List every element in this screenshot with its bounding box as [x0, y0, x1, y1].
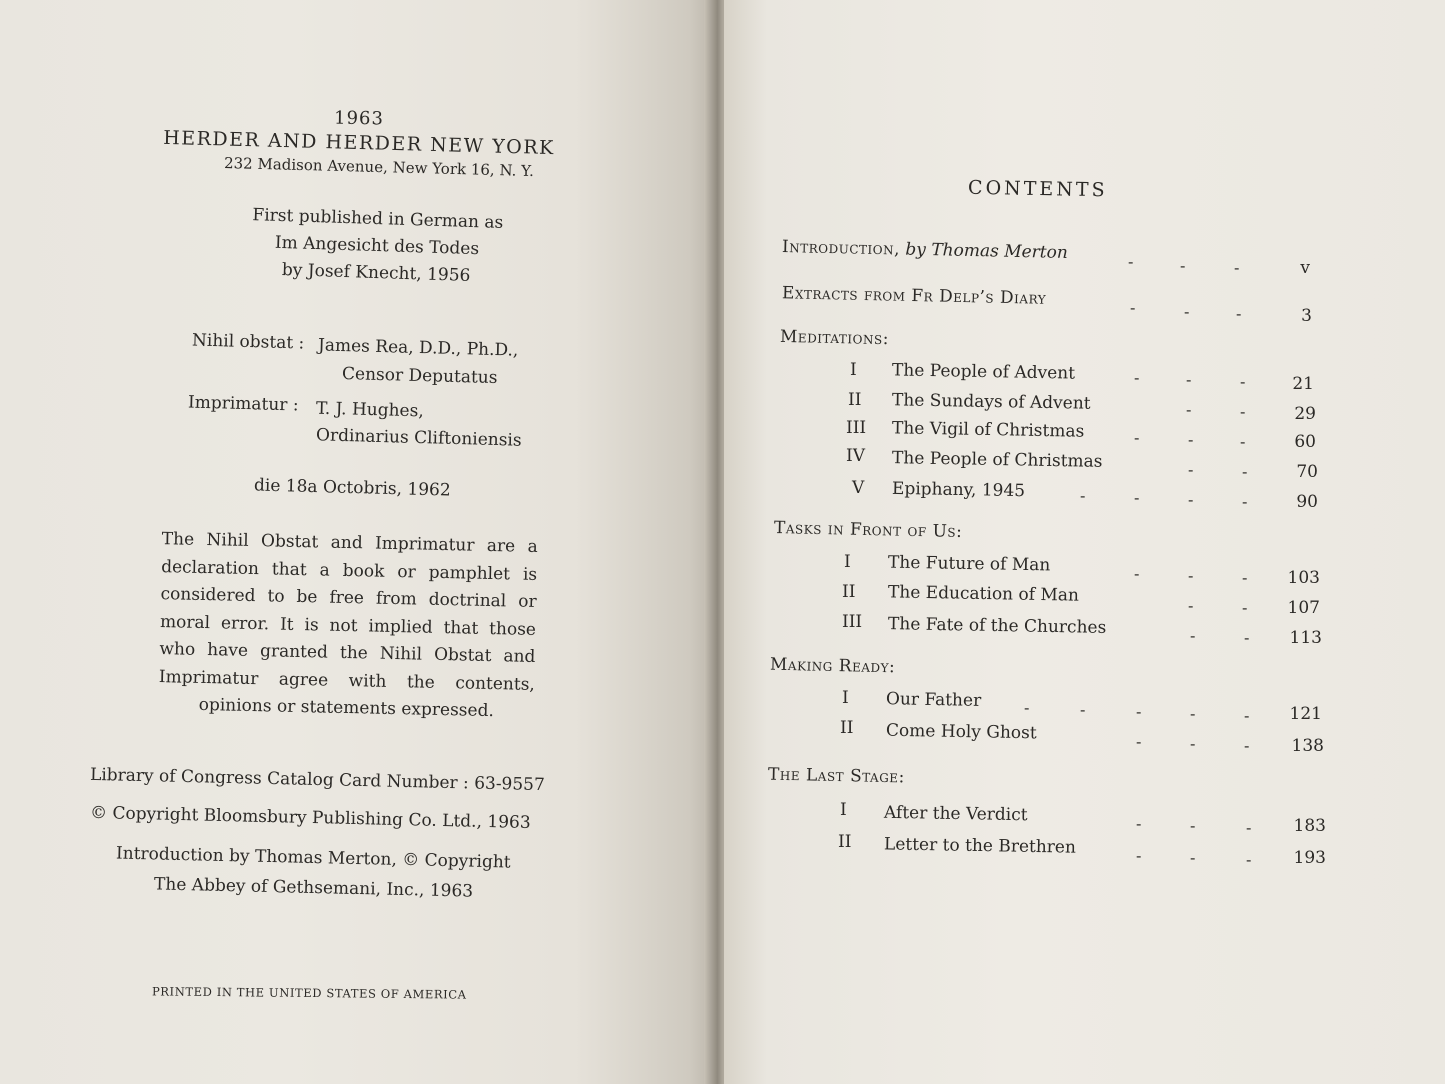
toc-page-number: 70 — [1296, 462, 1318, 482]
toc-page-number: 3 — [1301, 306, 1312, 326]
toc-item-number: III — [842, 612, 863, 632]
toc-item-number: II — [848, 390, 862, 410]
toc-item-number: II — [840, 718, 854, 738]
leader-dash: - — [1136, 702, 1142, 721]
printed-in-line: PRINTED IN THE UNITED STATES OF AMERICA — [151, 984, 467, 1002]
leader-dash: - — [1190, 626, 1196, 645]
leader-dash: - — [1242, 598, 1248, 617]
intro-copyright-line: The Abbey of Gethsemani, Inc., 1963 — [153, 874, 474, 902]
leader-dash: - — [1190, 734, 1196, 753]
leader-dash: - — [1240, 402, 1246, 421]
toc-item-title: Epiphany, 1945 — [891, 478, 1026, 502]
leader-dash: - — [1190, 704, 1196, 723]
disclaimer-line: moral error. It is not implied that those — [159, 611, 537, 640]
disclaimer-line: considered to be free from doctrinal or — [160, 584, 537, 612]
toc-entry-author: by Thomas Merton — [905, 239, 1068, 263]
imprimatur-name: T. J. Hughes, — [315, 398, 424, 422]
disclaimer-line: declaration that a book or pamphlet is — [160, 556, 538, 585]
leader-dash: - — [1134, 428, 1140, 447]
toc-section-heading: Making Ready: — [769, 654, 896, 678]
leader-dash: - — [1188, 430, 1194, 449]
toc-page-number: 103 — [1287, 568, 1320, 588]
toc-item-number: I — [840, 800, 847, 820]
toc-item-number: II — [838, 832, 852, 852]
first-published-note — [17, 195, 718, 299]
publisher-address: 232 Madison Avenue, New York 16, N. Y. — [223, 153, 535, 181]
toc-item-title: The People of Christmas — [891, 448, 1103, 472]
leader-dash: - — [1236, 304, 1242, 323]
contents-page — [724, 0, 1445, 1084]
leader-dash: - — [1242, 568, 1248, 587]
toc-page-number: 60 — [1294, 432, 1316, 452]
toc-item-number: I — [842, 688, 849, 708]
toc-entry-label: Introduction, — [781, 237, 901, 260]
toc-item-title: Come Holy Ghost — [885, 720, 1037, 744]
toc-page-number: 107 — [1287, 598, 1320, 618]
toc-page-number: v — [1300, 258, 1310, 278]
leader-dash: - — [1136, 814, 1142, 833]
leader-dash: - — [1024, 698, 1030, 717]
leader-dash: - — [1188, 566, 1194, 585]
copyright-line: © Copyright Bloomsbury Publishing Co. Ltd., 1963 — [89, 803, 531, 833]
leader-dash: - — [1234, 258, 1240, 277]
leader-dash: - — [1240, 432, 1246, 451]
leader-dash: - — [1136, 846, 1142, 865]
disclaimer-line: who have granted the Nihil Obstat and — [159, 639, 536, 667]
leader-dash: - — [1244, 706, 1250, 725]
leader-dash: - — [1186, 400, 1192, 419]
toc-page-number: 183 — [1293, 816, 1326, 836]
publication-year: 1963 — [333, 107, 385, 130]
imprimatur-label: Imprimatur : — [187, 392, 299, 416]
leader-dash: - — [1242, 462, 1248, 481]
leader-dash: - — [1244, 628, 1250, 647]
toc-item-number: IV — [846, 446, 865, 466]
leader-dash: - — [1240, 372, 1246, 391]
leader-dash: - — [1128, 252, 1134, 271]
leader-dash: - — [1188, 596, 1194, 615]
toc-page-number: 121 — [1289, 704, 1322, 724]
nihil-obstat-label: Nihil obstat : — [191, 330, 305, 354]
toc-page-number: 193 — [1293, 848, 1326, 868]
toc-page-number: 138 — [1291, 736, 1324, 756]
toc-entry-extracts: Extracts from Fr Delp’s Diary — [781, 283, 1047, 309]
leader-dash: - — [1242, 492, 1248, 511]
first-published-line: First published in German as — [252, 205, 504, 233]
nihil-obstat-role: Censor Deputatus — [341, 363, 498, 389]
toc-item-title: Letter to the Brethren — [883, 834, 1077, 858]
leader-dash: - — [1244, 736, 1250, 755]
toc-page-number: 90 — [1296, 492, 1318, 512]
toc-item-number: V — [852, 478, 865, 498]
toc-item-number: III — [846, 418, 867, 438]
disclaimer-line: opinions or statements expressed. — [198, 694, 495, 722]
leader-dash: - — [1180, 256, 1186, 275]
contents-title: CONTENTS — [967, 176, 1108, 202]
imprimatur-role: Ordinarius Cliftoniensis — [315, 425, 522, 451]
leader-dash: - — [1080, 486, 1086, 505]
toc-item-title: The People of Advent — [891, 360, 1076, 384]
leader-dash: - — [1246, 818, 1252, 837]
lccn-line: Library of Congress Catalog Card Number : 63-9557 — [89, 764, 546, 796]
first-published-line: by Josef Knecht, 1956 — [281, 260, 471, 286]
leader-dash: - — [1134, 564, 1140, 583]
toc-item-title: The Future of Man — [887, 552, 1051, 576]
nihil-obstat-name: James Rea, D.D., Ph.D., — [317, 335, 519, 361]
leader-dash: - — [1246, 850, 1252, 869]
toc-section-heading: Meditations: — [779, 326, 890, 350]
disclaimer-line: Imprimatur agree with the contents, — [158, 666, 536, 695]
toc-item-title: The Fate of the Churches — [887, 614, 1107, 638]
leader-dash: - — [1190, 848, 1196, 867]
toc-item-title: The Vigil of Christmas — [891, 418, 1085, 442]
toc-item-title: Our Father — [885, 689, 982, 711]
leader-dash: - — [1136, 732, 1142, 751]
leader-dash: - — [1190, 816, 1196, 835]
toc-item-number: I — [844, 552, 851, 572]
imprint-page — [0, 0, 718, 1084]
toc-page-number: 113 — [1289, 628, 1322, 648]
intro-copyright-line: Introduction by Thomas Merton, © Copyright — [115, 843, 511, 873]
toc-section-heading: The Last Stage: — [767, 764, 905, 788]
leader-dash: - — [1134, 488, 1140, 507]
leader-dash: - — [1186, 370, 1192, 389]
leader-dash: - — [1080, 700, 1086, 719]
leader-dash: - — [1134, 368, 1140, 387]
toc-item-number: I — [850, 360, 857, 380]
toc-section-heading: Tasks in Front of Us: — [773, 518, 963, 542]
publisher-name: HERDER AND HERDER NEW YORK — [162, 126, 556, 160]
leader-dash: - — [1188, 460, 1194, 479]
toc-item-title: The Sundays of Advent — [891, 390, 1091, 414]
toc-item-title: The Education of Man — [887, 582, 1080, 606]
disclaimer-line: The Nihil Obstat and Imprimatur are a — [161, 529, 538, 557]
toc-item-number: II — [842, 582, 856, 602]
toc-page-number: 29 — [1294, 404, 1316, 424]
leader-dash: - — [1184, 302, 1190, 321]
imprimatur-date: die 18a Octobris, 1962 — [253, 475, 451, 501]
toc-item-title: After the Verdict — [883, 802, 1028, 826]
first-published-line: Im Angesicht des Todes — [274, 232, 480, 260]
leader-dash: - — [1188, 490, 1194, 509]
leader-dash: - — [1130, 298, 1136, 317]
disclaimer-paragraph — [158, 526, 538, 726]
toc-page-number: 21 — [1292, 374, 1314, 394]
